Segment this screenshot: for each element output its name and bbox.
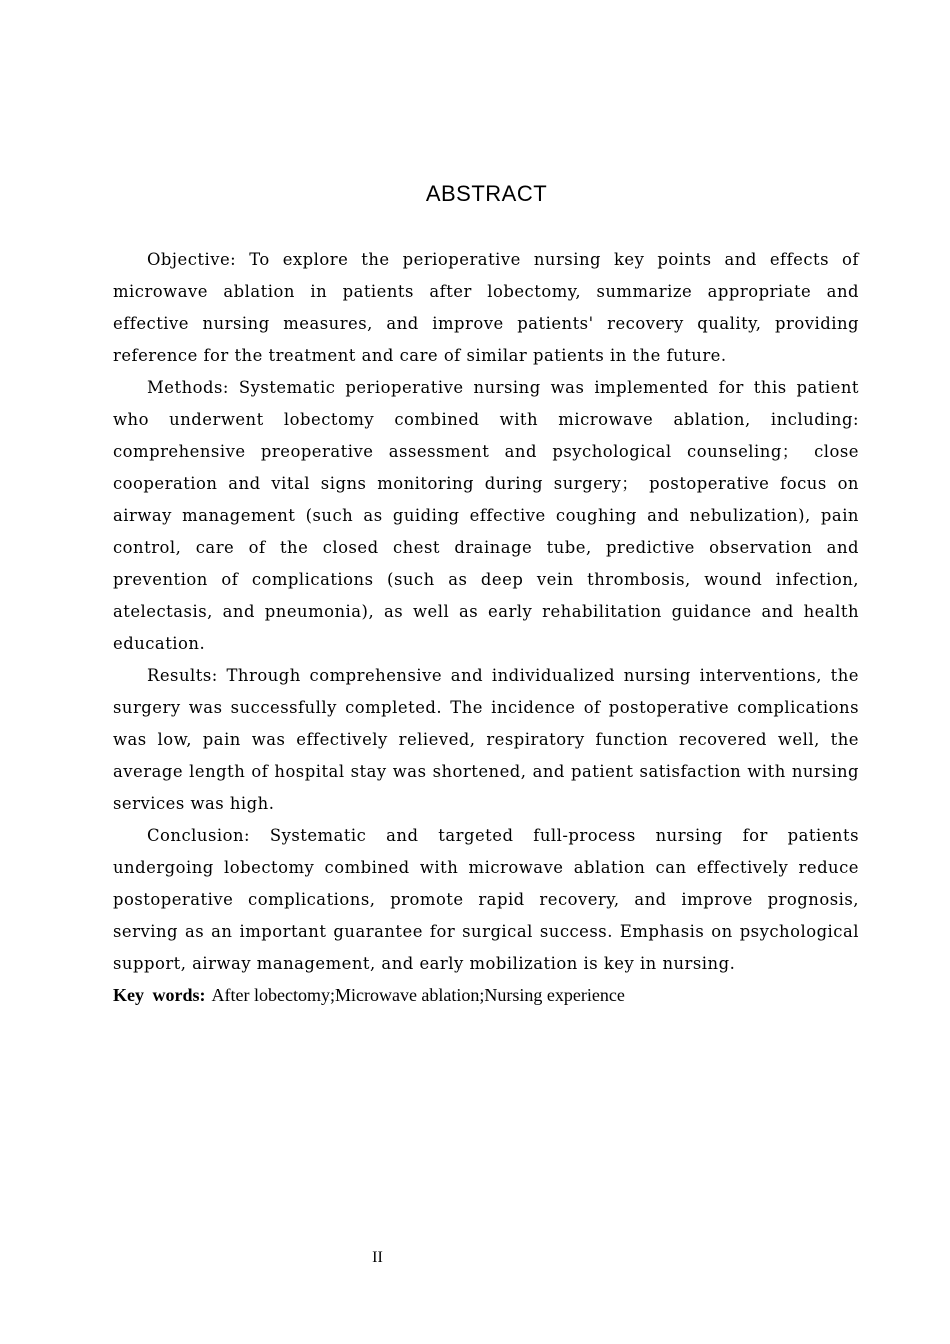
conclusion-paragraph: Conclusion: Systematic and targeted full-process nursing for patients undergoing lobectomy combined with microwave ablation can effectively reduce postoperative complications, promote rapid recovery, and improve prognosis, serving as an important guarantee for surgical success. Emphasis on psychological support, airway management, and early mobilization is key in nursing. <box>113 826 859 973</box>
keywords-label: Key words: <box>113 985 206 1005</box>
abstract-title: ABSTRACT <box>425 181 548 206</box>
keywords-value: After lobectomy;Microwave ablation;Nursing experience <box>211 985 625 1005</box>
objective-paragraph: Objective: To explore the perioperative nursing key points and effects of microwave ablation in patients after lobectomy, summarize appropriate and effective nursing measures, and improve patients' recovery quality, providing reference for the treatment and care of similar patients in the future. <box>113 250 859 365</box>
results-paragraph: Results: Through comprehensive and individualized nursing interventions, the surgery was successfully completed. The incidence of postoperative complications was low, pain was effectively relieved, respiratory function recovered well, the average length of hospital stay was shortened, and patient satisfaction with nursing services was high. <box>113 666 859 813</box>
abstract-body <box>113 244 859 1010</box>
page-number: II <box>372 1249 383 1266</box>
methods-paragraph: Methods: Systematic perioperative nursing was implemented for this patient who underwent lobectomy combined with microwave ablation, including: comprehensive preoperative assessment and psychological counseling； close cooperation and vital signs monitoring during surgery； postoperative focus on airway management (such as guiding effective coughing and nebulization), pain control, care of the closed chest drainage tube, predictive observation and prevention of complications (such as deep vein thrombosis, wound infection, atelectasis, and pneumonia), as well as early rehabilitation guidance and health education. <box>113 378 859 653</box>
keywords-line <box>113 980 859 1010</box>
